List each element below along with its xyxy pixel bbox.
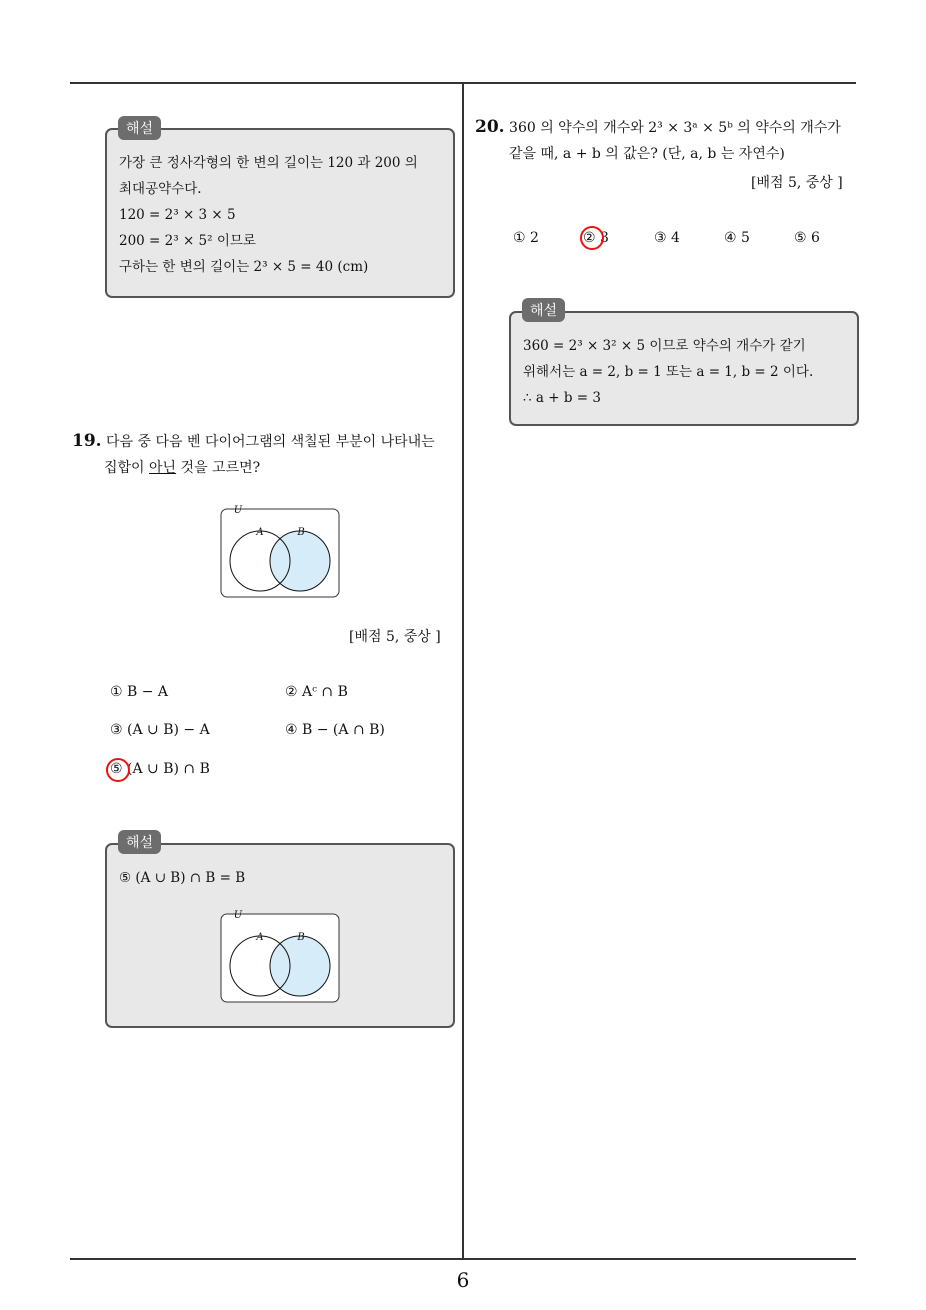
- venn-label-a: A: [256, 527, 264, 538]
- solution-line: 120 = 2³ × 3 × 5: [119, 207, 236, 223]
- choice-2[interactable]: ② 3: [583, 230, 609, 246]
- solution-box-18: [105, 128, 455, 298]
- solution-line: 최대공약수다.: [119, 181, 202, 197]
- solution-line: 위해서는 a = 2, b = 1 또는 a = 1, b = 2 이다.: [523, 364, 814, 380]
- choice-1[interactable]: ① 2: [513, 230, 539, 246]
- choice-3[interactable]: ③ (A ∪ B) − A: [110, 722, 210, 738]
- solution-tag: 해설: [118, 830, 161, 854]
- solution-line: 가장 큰 정사각형의 한 변의 길이는 120 과 200 의: [119, 155, 418, 171]
- solution-box-20: [509, 311, 859, 426]
- choice-4[interactable]: ④ 5: [724, 230, 750, 246]
- score-20: [배점 5, 중상 ]: [751, 175, 843, 191]
- question-number: 20.: [475, 117, 505, 137]
- solution-tag: 해설: [118, 116, 161, 140]
- venn-label-u: U: [233, 505, 243, 516]
- solution-box-19: [105, 843, 455, 1028]
- venn-label-a: A: [256, 932, 264, 943]
- choice-5[interactable]: ⑤ 6: [794, 230, 820, 246]
- solution-line: 360 = 2³ × 3² × 5 이므로 약수의 개수가 같기: [523, 338, 806, 354]
- venn-label-b: B: [297, 527, 305, 538]
- choice-2[interactable]: ② Aᶜ ∩ B: [285, 684, 348, 700]
- underlined-word: 아닌: [149, 460, 177, 476]
- venn-diagram-19: [220, 503, 342, 599]
- question-number: 19.: [72, 431, 102, 451]
- solution-tag: 해설: [522, 298, 565, 322]
- question-20: [475, 114, 860, 167]
- question-text: 것을 고르면?: [176, 460, 261, 476]
- page-number: 6: [456, 1268, 470, 1292]
- question-text: 다음 중 다음 벤 다이어그램의 색칠된 부분이 나타내는: [106, 434, 435, 450]
- solution-line: ⑤ (A ∪ B) ∩ B = B: [119, 870, 246, 886]
- choice-1[interactable]: ① B − A: [110, 684, 169, 700]
- bottom-rule: [70, 1258, 856, 1260]
- question-text: 같을 때, a + b 의 값은? (단, a, b 는 자연수): [509, 146, 785, 162]
- question-19: [72, 428, 457, 481]
- question-text: 집합이: [104, 460, 150, 476]
- question-text: 360 의 약수의 개수와 2³ × 3ᵃ × 5ᵇ 의 약수의 개수가: [509, 120, 841, 136]
- column-divider: [462, 84, 464, 1259]
- answer-mark-circle: [106, 758, 130, 782]
- score-19: [배점 5, 중상 ]: [349, 629, 441, 645]
- choice-3[interactable]: ③ 4: [654, 230, 680, 246]
- choice-4[interactable]: ④ B − (A ∩ B): [285, 722, 385, 738]
- solution-line: 200 = 2³ × 5² 이므로: [119, 233, 256, 249]
- solution-line: ∴ a + b = 3: [523, 390, 601, 406]
- answer-mark-circle: [580, 226, 604, 250]
- venn-label-b: B: [297, 932, 305, 943]
- venn-diagram-solution-19: [220, 908, 342, 1004]
- choice-5[interactable]: ⑤ (A ∪ B) ∩ B: [110, 761, 210, 777]
- solution-line: 구하는 한 변의 길이는 2³ × 5 = 40 (cm): [119, 259, 369, 275]
- venn-label-u: U: [233, 910, 243, 921]
